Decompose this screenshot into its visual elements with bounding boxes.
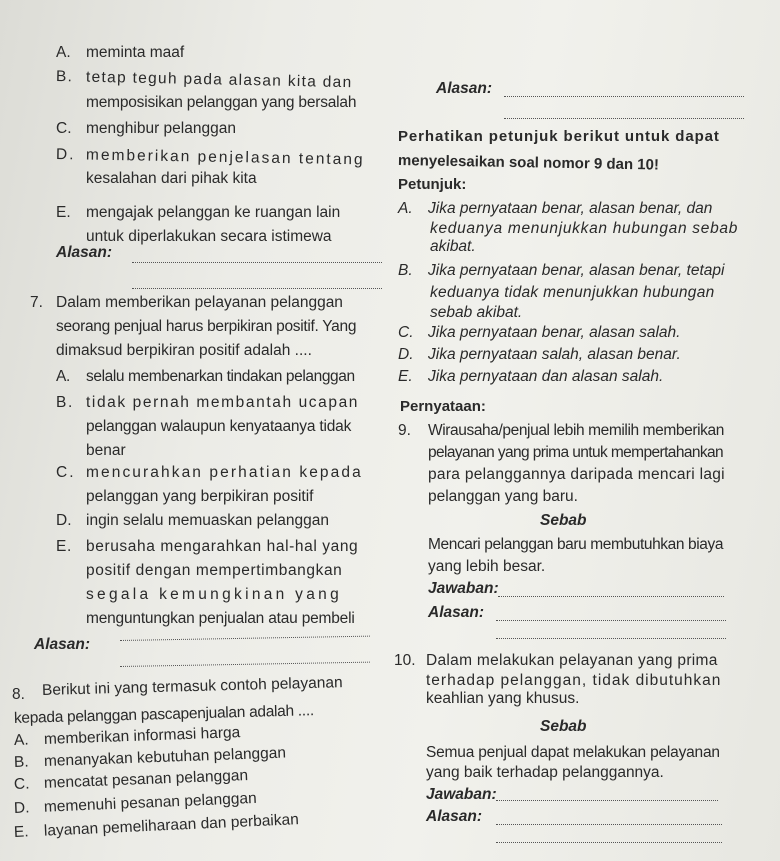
q10-alasan-line-2[interactable]	[496, 842, 722, 843]
q10-alasan-label: Alasan:	[426, 808, 482, 825]
q7-option-e-cont2: segala kemungkinan yang	[86, 586, 342, 603]
q7-option-b-cont1: pelanggan walaupun kenyataanya tidak	[86, 418, 352, 435]
q6-option-e[interactable]: E. mengajak pelanggan ke ruangan lain	[56, 204, 341, 221]
q9-number: 9.	[398, 422, 411, 439]
q9-stem-line4: pelanggan yang baru.	[428, 488, 578, 505]
q7-option-b-cont2: benar	[86, 442, 126, 459]
pernyataan-title: Pernyataan:	[400, 398, 486, 415]
q6-option-e-cont: untuk diperlakukan secara istimewa	[86, 228, 332, 245]
q8-option-a[interactable]: A. memberikan informasi harga	[13, 724, 241, 749]
q7-option-e[interactable]: E. berusaha mengarahkan hal-hal yang	[56, 538, 359, 555]
q8-number: 8.	[12, 686, 25, 703]
q7-option-e-cont1: positif dengan mempertimbangkan	[86, 562, 343, 579]
q7-option-d[interactable]: D. ingin selalu memuaskan pelanggan	[56, 512, 329, 529]
q9-alasan-line-1[interactable]	[496, 620, 726, 621]
top-alasan-line-1[interactable]	[504, 96, 744, 97]
q7-option-a[interactable]: A. selalu membenarkan tindakan pelanggan	[56, 368, 355, 385]
q6-alasan-label: Alasan:	[56, 244, 112, 261]
q10-alasan-line-1[interactable]	[496, 824, 722, 825]
q10-reason-line1: Semua penjual dapat melakukan pelayanan	[426, 744, 720, 761]
q6-option-b-cont: memposisikan pelanggan yang bersalah	[86, 94, 357, 111]
q10-number: 10.	[394, 652, 416, 669]
q6-option-a[interactable]: A. meminta maaf	[56, 44, 185, 61]
petunjuk-b: B. Jika pernyataan benar, alasan benar, tetapi	[398, 262, 725, 279]
q8-option-b[interactable]: B. menanyakan kebutuhan pelanggan	[13, 744, 287, 771]
petunjuk-e: E. Jika pernyataan dan alasan salah.	[398, 368, 664, 385]
q10-stem-line2: terhadap pelanggan, tidak dibutuhkan	[426, 672, 722, 689]
q9-sebab: Sebab	[540, 512, 587, 529]
petunjuk-title: Petunjuk:	[398, 176, 467, 193]
petunjuk-a: A. Jika pernyataan benar, alasan benar, dan	[398, 200, 713, 217]
q7-option-e-cont3: menguntungkan penjualan atau pembeli	[86, 610, 355, 627]
instruction-line2: menyelesaikan soal nomor 9 dan 10!	[397, 152, 660, 174]
q6-option-c[interactable]: C. menghibur pelanggan	[56, 120, 236, 137]
q8-option-e[interactable]: E. layanan pemeliharaan dan perbaikan	[13, 811, 300, 841]
q8-option-d[interactable]: D. memenuhi pesanan pelanggan	[13, 789, 257, 817]
q9-alasan-label: Alasan:	[428, 604, 484, 621]
q6-option-d[interactable]: D. memberikan penjelasan tentang	[55, 146, 365, 169]
q9-stem-line3: para pelanggannya daripada mencari lagi	[428, 466, 725, 483]
q7-alasan-line-1[interactable]	[120, 636, 370, 641]
q7-option-c-cont: pelanggan yang berpikiran positif	[86, 488, 314, 505]
q6-alasan-line-2[interactable]	[132, 288, 382, 289]
q10-jawaban-line[interactable]	[496, 800, 718, 801]
q7-option-b[interactable]: B. tidak pernah membantah ucapan	[56, 394, 360, 411]
q7-number: 7.	[30, 294, 43, 311]
q7-stem-line2: seorang penjual harus berpikiran positif. Yang	[56, 318, 357, 335]
q7-stem-line3: dimaksud berpikiran positif adalah ....	[56, 342, 312, 359]
petunjuk-a-cont1: keduanya menunjukkan hubungan sebab	[430, 220, 739, 237]
q8-stem-line2: kepada pelanggan pascapenjualan adalah ....	[13, 702, 315, 727]
q9-stem-line1: Wirausaha/penjual lebih memilih memberikan	[428, 422, 724, 439]
top-alasan-label: Alasan:	[436, 80, 492, 97]
q6-option-d-cont: kesalahan dari pihak kita	[86, 170, 257, 187]
petunjuk-b-cont1: keduanya tidak menunjukkan hubungan	[430, 284, 715, 301]
q9-reason-line1: Mencari pelanggan baru membutuhkan biaya	[428, 536, 724, 553]
q8-stem-line1: Berikut ini yang termasuk contoh pelayanan	[41, 674, 343, 699]
q7-option-c[interactable]: C. mencurahkan perhatian kepada	[56, 464, 363, 481]
q10-stem-line1: Dalam melakukan pelayanan yang prima	[426, 652, 718, 669]
petunjuk-c: C. Jika pernyataan benar, alasan salah.	[398, 324, 681, 341]
q9-stem-line2: pelayanan yang prima untuk mempertahankan	[428, 444, 724, 461]
q6-alasan-line-1[interactable]	[132, 262, 382, 263]
q9-jawaban-line[interactable]	[498, 596, 724, 597]
q9-reason-line2: yang lebih besar.	[428, 558, 546, 575]
q6-option-b[interactable]: B. tetap teguh pada alasan kita dan	[55, 68, 353, 92]
q7-alasan-label: Alasan:	[34, 636, 90, 653]
q10-stem-line3: keahlian yang khusus.	[426, 690, 580, 707]
petunjuk-a-cont2: akibat.	[430, 238, 476, 255]
q10-reason-line2: yang baik terhadap pelanggannya.	[426, 764, 664, 781]
q10-sebab: Sebab	[540, 718, 587, 735]
petunjuk-d: D. Jika pernyataan salah, alasan benar.	[398, 346, 681, 363]
q7-stem-line1: Dalam memberikan pelayanan pelanggan	[56, 294, 343, 311]
petunjuk-b-cont2: sebab akibat.	[430, 304, 523, 321]
q9-alasan-line-2[interactable]	[496, 638, 726, 639]
q10-jawaban-label: Jawaban:	[426, 786, 497, 803]
q8-option-c[interactable]: C. mencatat pesanan pelanggan	[13, 767, 249, 793]
top-alasan-line-2[interactable]	[504, 118, 744, 119]
instruction-line1: Perhatikan petunjuk berikut untuk dapat	[398, 128, 720, 145]
q7-alasan-line-2[interactable]	[120, 662, 370, 667]
q9-jawaban-label: Jawaban:	[428, 580, 499, 597]
